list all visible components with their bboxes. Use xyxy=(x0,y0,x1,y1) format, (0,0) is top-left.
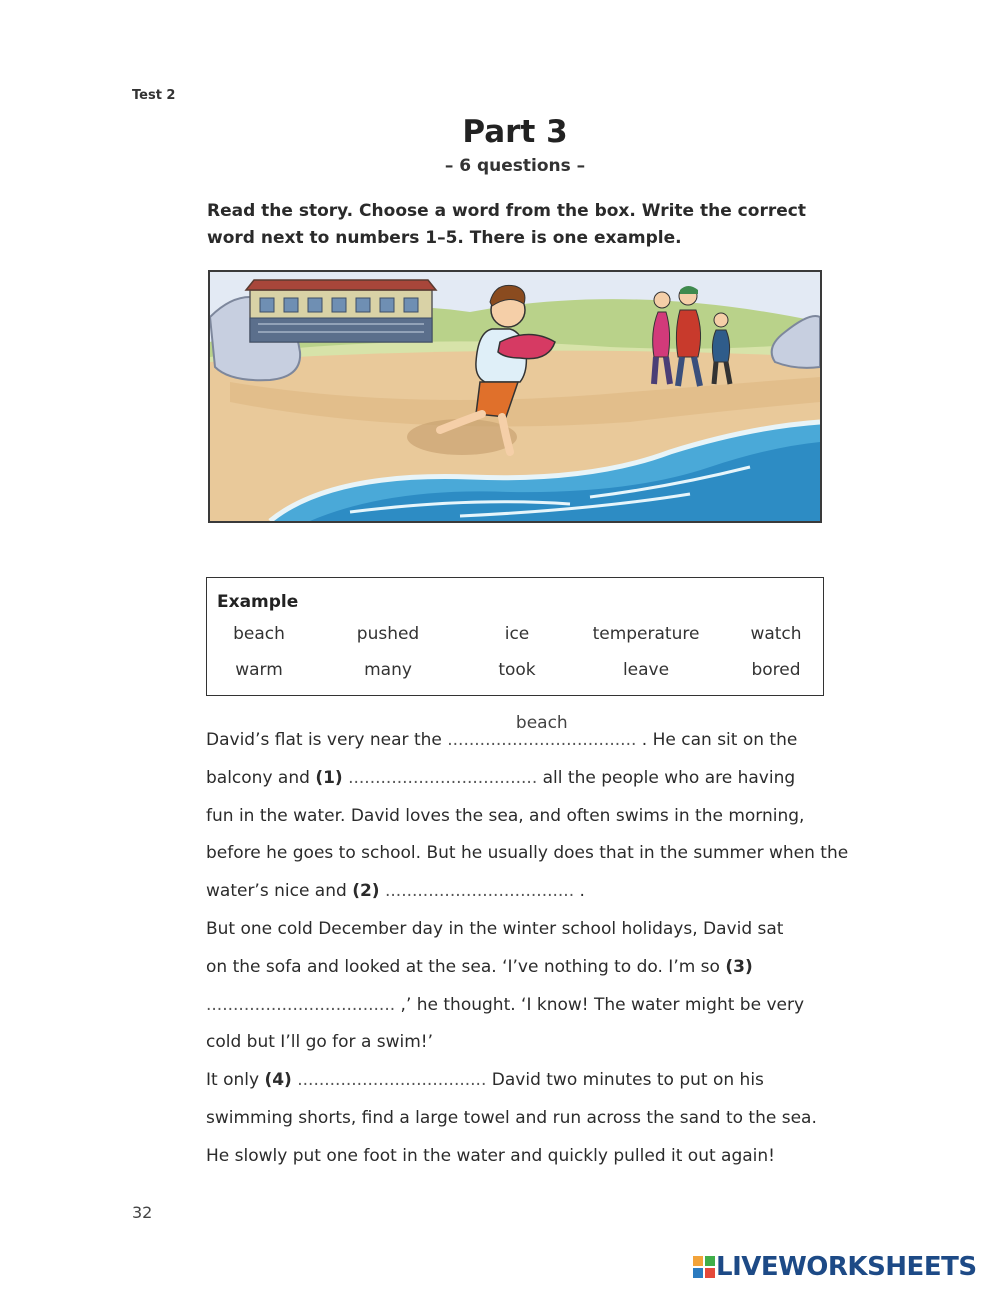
word-option: temperature xyxy=(592,624,700,644)
answer-blank-2[interactable]: ................................... xyxy=(384,881,575,902)
word-option: beach xyxy=(233,624,285,644)
answer-blank-3[interactable]: ................................... xyxy=(206,994,396,1015)
story-text-segment: ,’ he thought. ‘I know! The water might be very xyxy=(400,994,805,1015)
story-line xyxy=(206,713,846,760)
example-answer: beach xyxy=(515,713,568,733)
word-box xyxy=(206,577,824,696)
question-number-1: (1) xyxy=(315,767,343,788)
liveworksheets-logo xyxy=(692,1252,977,1282)
word-option: warm xyxy=(235,660,283,680)
word-option: pushed xyxy=(356,624,420,644)
answer-blank-1[interactable]: ................................... xyxy=(348,767,538,788)
word-option: bored xyxy=(751,660,801,680)
page-subtitle: – 6 questions – xyxy=(444,156,586,176)
story-line: swimming shorts, find a large towel and run across the sand to the sea. xyxy=(206,1107,817,1128)
example-answer-blank xyxy=(447,713,637,760)
answer-blank-4[interactable]: ................................... xyxy=(297,1070,487,1091)
story-text-segment: all the people who are having xyxy=(542,767,796,788)
story-text-segment: David’s flat is very near the xyxy=(206,730,442,750)
story-line xyxy=(206,760,846,798)
question-number-4: (4) xyxy=(264,1070,292,1091)
story-text-segment: balcony and xyxy=(206,767,310,788)
page-title: Part 3 xyxy=(462,114,568,150)
story-line: fun in the water. David loves the sea, and often swims in the morning, xyxy=(206,805,805,826)
story-text-segment: It only xyxy=(206,1070,260,1091)
question-number-2: (2) xyxy=(352,881,380,902)
story-line: cold but I’ll go for a swim!’ xyxy=(206,1032,434,1053)
beach-scene-drawing xyxy=(210,272,820,521)
story-line: But one cold December day in the winter school holidays, David sat xyxy=(206,918,784,939)
beach-scene-illustration xyxy=(208,270,822,523)
word-option: ice xyxy=(504,624,530,644)
logo-text: LIVEWORKSHEETS xyxy=(716,1252,977,1282)
dotted-blank: ................................... xyxy=(447,730,637,750)
word-box-label: Example xyxy=(217,592,299,612)
story-text-segment: . xyxy=(579,881,585,902)
page-number: 32 xyxy=(132,1203,153,1222)
story-line xyxy=(206,1062,846,1100)
story-line: before he goes to school. But he usually does that in the summer when the xyxy=(206,843,849,864)
story-line xyxy=(206,987,846,1025)
story-text-segment: David two minutes to put on his xyxy=(491,1070,764,1091)
instructions: Read the story. Choose a word from the box. Write the correct word next to numbers 1–5. There is one example. xyxy=(207,201,806,248)
story-line xyxy=(206,949,846,987)
story-text xyxy=(206,713,849,1176)
test-label: Test 2 xyxy=(132,88,176,103)
liveworksheets-logo-icon xyxy=(692,1255,716,1279)
word-option: leave xyxy=(622,660,670,680)
story-text-segment: . He can sit on the xyxy=(641,730,798,750)
word-option: watch xyxy=(750,624,802,644)
word-option: took xyxy=(498,660,536,680)
word-option: many xyxy=(364,660,412,680)
story-line: He slowly put one foot in the water and quickly pulled it out again! xyxy=(206,1145,775,1166)
story-text-segment: on the sofa and looked at the sea. ‘I’ve nothing to do. I’m so xyxy=(206,956,720,977)
story-text-segment: water’s nice and xyxy=(206,881,347,902)
story-line xyxy=(206,873,846,911)
question-number-3: (3) xyxy=(725,956,753,977)
